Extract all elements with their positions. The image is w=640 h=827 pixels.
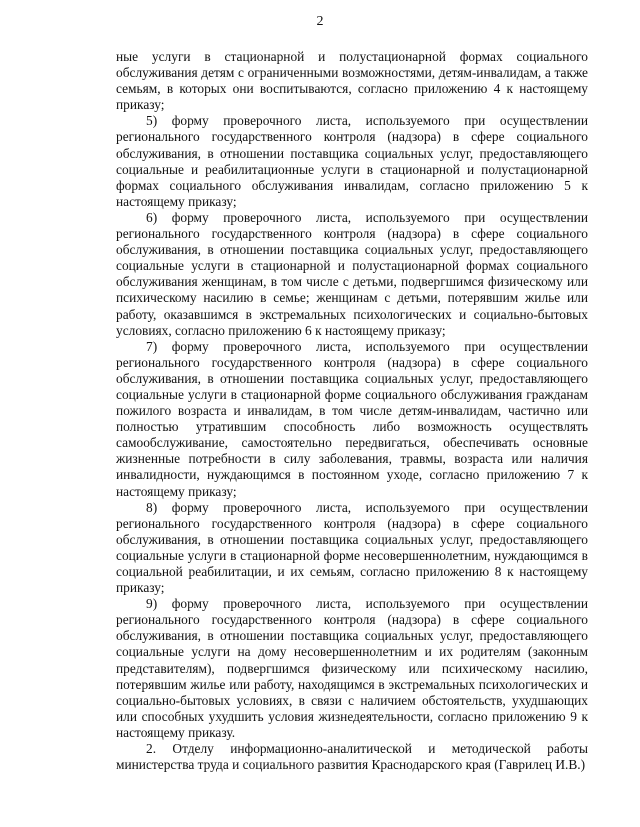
paragraph-item-7: 7) форму проверочного листа, используемого при осуществлении регионального государственного контроля (надзора) в сфере социального обслуживания, в отношении поставщика социальных услуг, предоставляющего социальные услуги в стационарной форме социального обслуживания гражданам пожилого возраста и инвалидам, в том числе детям-инвалидам, частично или полностью утратившим способность либо возможность осуществлять самообслуживание, самостоятельно передвигаться, обеспечивать основные жизненные потребности в силу заболевания, травмы, возраста или наличия инвалидности, нуждающимся в постоянном уходе, согласно приложению 7 к настоящему приказу; — [116, 338, 588, 499]
page-number: 2 — [316, 14, 324, 29]
paragraph-continuation: ные услуги в стационарной и полустационарной формах социального обслуживания детям с ограниченными возможностями, детям-инвалидам, а также семьям, в которых они воспитываются, согласно приложению 4 к настоящему приказу; — [116, 49, 588, 113]
paragraph-item-5: 5) форму проверочного листа, используемого при осуществлении регионального государственного контроля (надзора) в сфере социального обслуживания, в отношении поставщика социальных услуг, предоставляющего социальные и реабилитационные услуги в стационарной и полустационарной формах социального обслуживания инвалидам, согласно приложению 5 к настоящему приказу; — [116, 113, 588, 209]
paragraph-item-6: 6) форму проверочного листа, используемого при осуществлении регионального государственного контроля (надзора) в сфере социального обслуживания, в отношении поставщика социальных услуг, предоставляющего социальные услуги в стационарной и полустационарной формах социального обслуживания женщинам, в том числе с детьми, подвергшимся физическому или психическому насилию в семье; женщинам с детьми, потерявшим жилье или работу, оказавшимся в экстремальных психологических и социально-бытовых условиях, согласно приложению 6 к настоящему приказу; — [116, 209, 588, 338]
paragraph-item-9: 9) форму проверочного листа, используемого при осуществлении регионального государственного контроля (надзора) в сфере социального обслуживания, в отношении поставщика социальных услуг, предоставляющего социальные услуги на дому несовершеннолетним и их родителям (законным представителям), подвергшимся физическому или психическому насилию, потерявшим жилье или работу, находящимся в экстремальных психологических и социально-бытовых условиях, в связи с наличием обстоятельств, ухудшающих или способных ухудшить условия жизнедеятельности, согласно приложению 9 к настоящему приказу. — [116, 596, 588, 740]
document-body — [116, 49, 588, 773]
paragraph-section-2: 2. Отделу информационно-аналитической и методической работы министерства труда и социального развития Краснодарского края (Гаврилец И.В.) — [116, 741, 588, 773]
paragraph-item-8: 8) форму проверочного листа, используемого при осуществлении регионального государственного контроля (надзора) в сфере социального обслуживания, в отношении поставщика социальных услуг, предоставляющего социальные услуги в стационарной форме несовершеннолетним, нуждающимся в социальной реабилитации, и их семьям, согласно приложению 8 к настоящему приказу; — [116, 499, 588, 596]
